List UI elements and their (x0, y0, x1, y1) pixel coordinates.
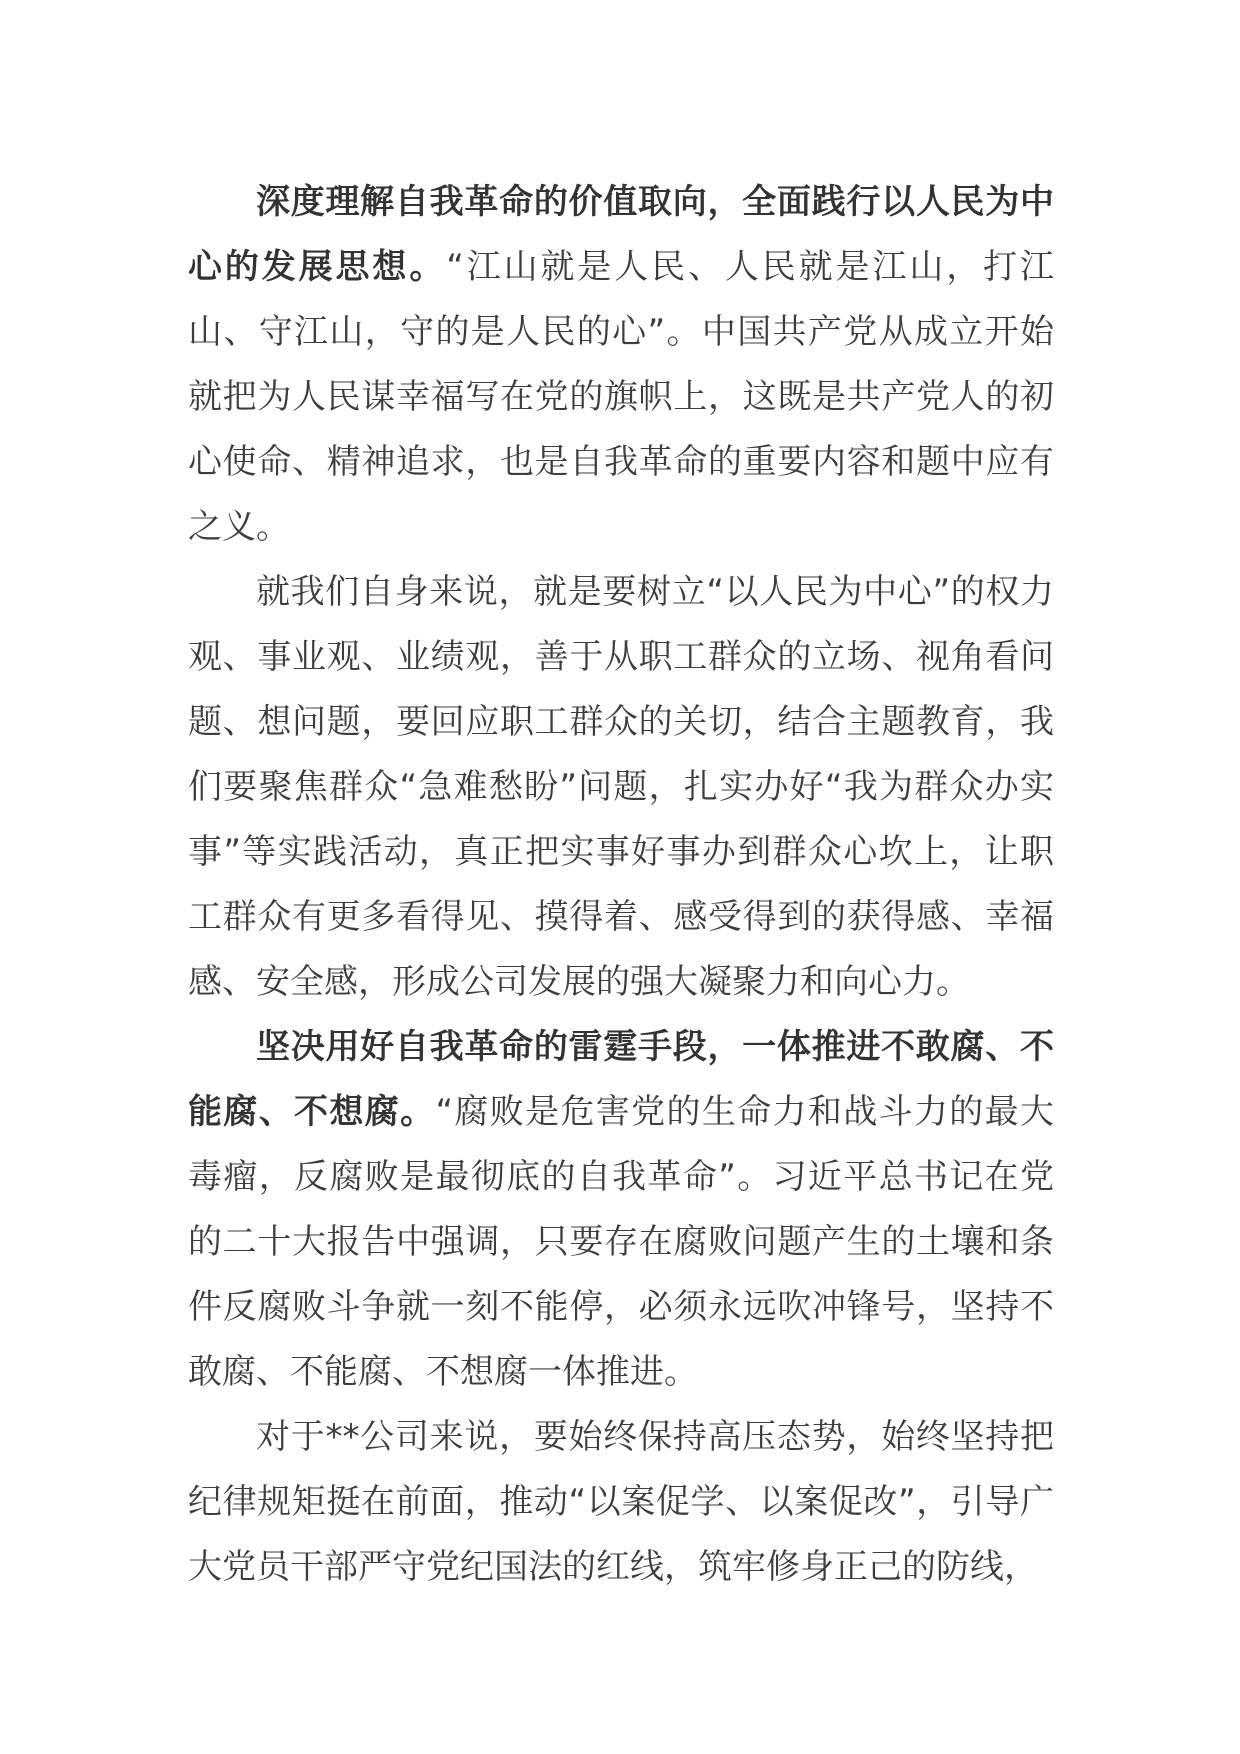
paragraph-3-body: “腐败是危害党的生命力和战斗力的最大毒瘤，反腐败是最彻底的自我革命”。习近平总书记在党的二十大报告中强调，只要存在腐败问题产生的土壤和条件反腐败斗争就一刻不能停，必须永远吹冲锋号，坚持不敢腐、不能腐、不想腐一体推进。 (188, 1092, 1054, 1392)
document-page (188, 170, 1054, 1600)
paragraph-3-heading: 坚决用好自我革命的雷霆手段，一体推进不敢腐、不能腐、不想腐。 (188, 1027, 1054, 1132)
paragraph-1 (188, 170, 1054, 560)
paragraph-1-heading: 深度理解自我革命的价值取向，全面践行以人民为中心的发展思想。 (188, 182, 1054, 287)
paragraph-2 (188, 560, 1054, 1015)
paragraph-1-body: “江山就是人民、人民就是江山，打江山、守江山，守的是人民的心”。中国共产党从成立开始就把为人民谋幸福写在党的旗帜上，这既是共产党人的初心使命、精神追求，也是自我革命的重要内容和题中应有之义。 (188, 247, 1054, 547)
paragraph-4 (188, 1405, 1054, 1600)
paragraph-2-body: 就我们自身来说，就是要树立“以人民为中心”的权力观、事业观、业绩观，善于从职工群众的立场、视角看问题、想问题，要回应职工群众的关切，结合主题教育，我们要聚焦群众“急难愁盼”问题，扎实办好“我为群众办实事”等实践活动，真正把实事好事办到群众心坎上，让职工群众有更多看得见、摸得着、感受得到的获得感、幸福感、安全感，形成公司发展的强大凝聚力和向心力。 (188, 572, 1054, 1002)
paragraph-4-body: 对于**公司来说，要始终保持高压态势，始终坚持把纪律规矩挺在前面，推动“以案促学、以案促改”，引导广大党员干部严守党纪国法的红线，筑牢修身正己的防线， (188, 1417, 1054, 1587)
paragraph-3 (188, 1015, 1054, 1405)
